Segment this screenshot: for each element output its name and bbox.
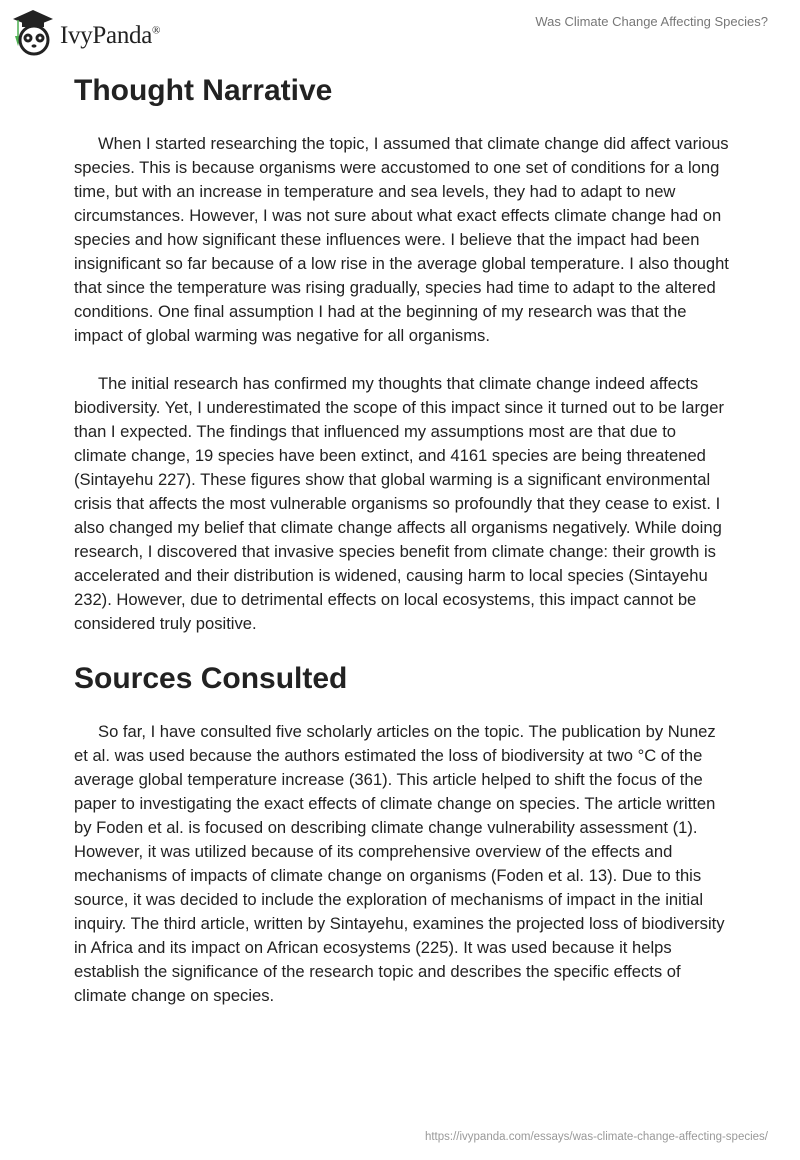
source-url[interactable]: https://ivypanda.com/essays/was-climate-change-affecting-species/ — [424, 1131, 768, 1143]
section-heading-thought-narrative: Thought Narrative — [74, 74, 333, 107]
paragraph: So far, I have consulted five scholarly articles on the topic. The publication by Nunez et al. was used because the authors estimated the loss of biodiversity at two °C of the average global temperature increase (361). This article helped to shift the focus of the paper to investigating the exact effects of climate change on species. The article written by Foden et al. is focused on describing climate change vulnerability assessment (1). However, it was utilized because of its comprehensive overview of the effects and mechanisms of impacts of climate change on organisms (Foden et al. 13). Due to this source, it was decided to include the exploration of mechanisms of impact in the initial inquiry. The third article, written by Sintayehu, examines the projected loss of biodiversity in Africa and its impact on African ecosystems (225). It was used because it helps establish the significance of the research topic and describes the specific effects of climate change on species. — [74, 722, 725, 1005]
document-title: Was Climate Change Affecting Species? — [535, 14, 768, 29]
paragraph: The initial research has confirmed my thoughts that climate change indeed affects biodiversity. Yet, I underestimated the scope of this impact since it turned out to be larger than I expected. The findings that influenced my assumptions most are that due to climate change, 19 species have been extinct, and 4161 species are being threatened (Sintayehu 227). These figures show that global warming is a significant environmental crisis that affects the most vulnerable organisms so profoundly that they cease to exist. I also changed my belief that climate change affects all organisms negatively. While doing research, I discovered that invasive species benefit from climate change: their growth is accelerated and their distribution is widened, causing harm to local species (Sintayehu 232). However, due to detrimental effects on local ecosystems, this impact cannot be considered truly positive. — [74, 374, 724, 633]
logo-text: IvyPanda® — [60, 22, 161, 49]
panda-graduate-icon — [12, 8, 54, 56]
section-heading-sources-consulted: Sources Consulted — [74, 662, 348, 695]
paragraph: When I started researching the topic, I assumed that climate change did affect various species. This is because organisms were accustomed to one set of conditions for a long time, but with an increase in temperature and sea levels, they had to adapt to new circumstances. However, I was not sure about what exact effects climate change had on species and how significant these influences were. I believe that the impact had been insignificant so far because of a low rise in the average global temperature. I also thought that since the temperature was rising gradually, species had time to adapt to the altered conditions. One final assumption I had at the beginning of my research was that the impact of global warming was negative for all organisms. — [74, 134, 729, 345]
essay-content — [74, 72, 730, 1032]
ivypanda-logo[interactable] — [12, 8, 160, 56]
